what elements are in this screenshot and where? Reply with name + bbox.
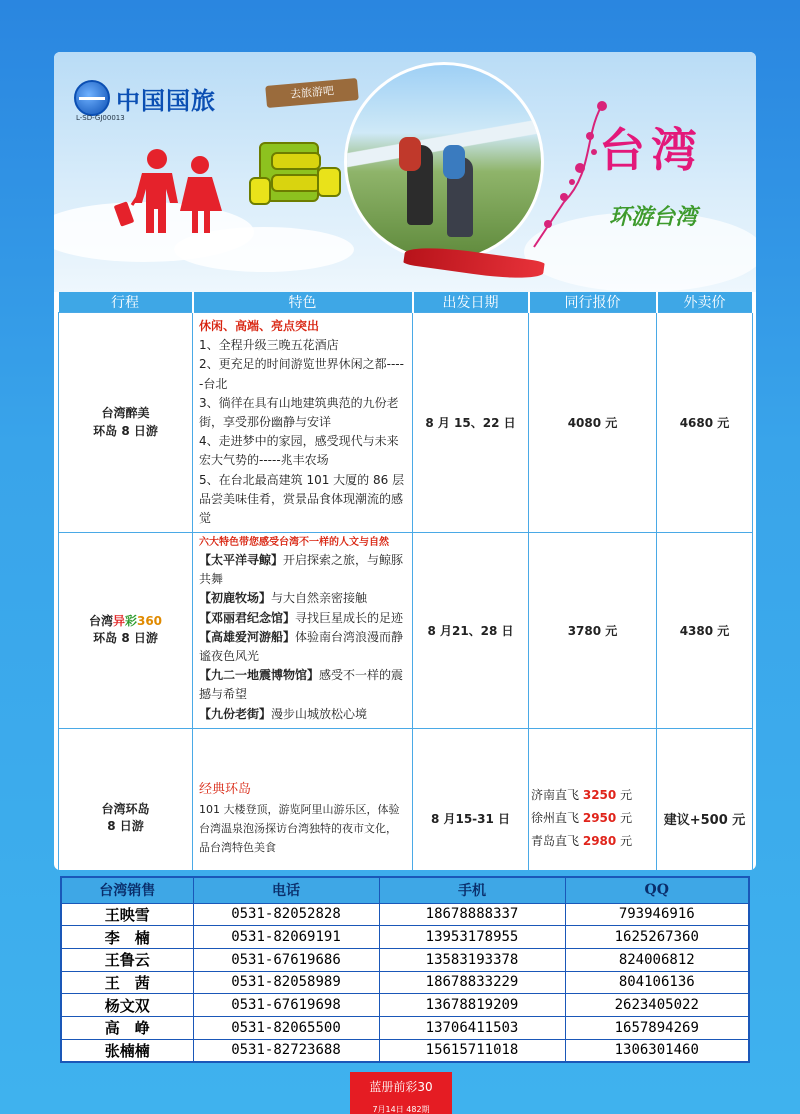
contact-qq: 1657894269 xyxy=(565,1016,749,1039)
contact-mobile: 18678888337 xyxy=(379,903,565,926)
contact-phone: 0531-82052828 xyxy=(193,903,379,926)
contact-mobile: 15615711018 xyxy=(379,1039,565,1062)
contact-phone: 0531-67619686 xyxy=(193,948,379,971)
route-name: 台湾环岛 8 日游 xyxy=(59,728,193,870)
contact-mobile: 13706411503 xyxy=(379,1016,565,1039)
contact-qq: 1625267360 xyxy=(565,926,749,949)
feature-item: 5、在台北最高建筑 101 大厦的 86 层品尝美味佳肴，赏景品食体现潮流的感觉 xyxy=(199,472,405,525)
route-name: 台湾异彩360 环岛 8 日游 xyxy=(59,533,193,729)
cits-logo xyxy=(74,80,216,116)
contacts-header-row xyxy=(61,877,749,903)
itinerary-row xyxy=(59,533,753,729)
contact-row xyxy=(61,1039,749,1062)
departure-date: 8 月21、28 日 xyxy=(413,533,529,729)
departure-date: 8 月15-31 日 xyxy=(413,728,529,870)
feature-item: 4、走进梦中的家园，感受现代与未来宏大气势的-----兆丰农场 xyxy=(199,434,399,468)
itinerary-table xyxy=(58,292,754,870)
feature-title: 经典环岛 xyxy=(199,782,252,798)
contact-name: 李 楠 xyxy=(61,926,193,949)
retail-price: 4680 元 xyxy=(657,313,753,533)
feature-text: 101 大楼登顶，游览阿里山游乐区，体验台湾温泉泡汤探访台湾独特的夜市文化，品台湾特色美食 xyxy=(199,803,400,854)
contact-qq: 2623405022 xyxy=(565,994,749,1017)
contact-phone: 0531-82723688 xyxy=(193,1039,379,1062)
retail-price: 建议+500 元 xyxy=(657,728,753,870)
col-header-route: 行程 xyxy=(59,292,193,313)
route-name: 台湾醉美 环岛 8 日游 xyxy=(59,313,193,533)
retail-price: 4380 元 xyxy=(657,533,753,729)
col-header-qq: QQ xyxy=(565,877,749,903)
contact-phone: 0531-82065500 xyxy=(193,1016,379,1039)
contact-mobile: 13583193378 xyxy=(379,948,565,971)
destination-title: 台湾 xyxy=(599,123,703,177)
feature-item: 【九份老街】漫步山城放松心境 xyxy=(199,706,368,721)
contact-phone: 0531-67619698 xyxy=(193,994,379,1017)
contact-row xyxy=(61,926,749,949)
route-features xyxy=(193,728,413,870)
col-header-phone: 电话 xyxy=(193,877,379,903)
brochure-card xyxy=(54,52,756,870)
peer-price-item: 青岛直飞 2980 元 xyxy=(531,833,633,848)
travelers-icon xyxy=(112,147,232,237)
contact-name: 张楠楠 xyxy=(61,1039,193,1062)
contact-row xyxy=(61,1016,749,1039)
feature-item: 【邓丽君纪念馆】寻找巨星成长的足迹 xyxy=(199,610,404,625)
contact-row xyxy=(61,903,749,926)
peer-price-item: 徐州直飞 2950 元 xyxy=(531,810,633,825)
signpost-sign: 去旅游吧 xyxy=(265,78,359,108)
contact-qq: 824006812 xyxy=(565,948,749,971)
contact-qq: 1306301460 xyxy=(565,1039,749,1062)
contact-mobile: 13678819209 xyxy=(379,994,565,1017)
feature-item: 【太平洋寻鲸】开启探索之旅，与鲸豚共舞 xyxy=(199,553,404,587)
feature-item: 【九二一地震博物馆】感受不一样的震撼与希望 xyxy=(199,668,404,702)
luggage-icon xyxy=(249,122,339,207)
peer-price: 4080 元 xyxy=(529,313,657,533)
col-header-peer-price: 同行报价 xyxy=(529,292,657,313)
contact-qq: 793946916 xyxy=(565,903,749,926)
contact-name: 王映雪 xyxy=(61,903,193,926)
contact-name: 杨文双 xyxy=(61,994,193,1017)
page-label: 蓝册前彩30 xyxy=(369,1080,433,1094)
peer-price-list xyxy=(529,728,657,870)
page-footer xyxy=(350,1072,452,1114)
contact-mobile: 18678833229 xyxy=(379,971,565,994)
col-header-features: 特色 xyxy=(193,292,413,313)
col-header-sales: 台湾销售 xyxy=(61,877,193,903)
peer-price: 3780 元 xyxy=(529,533,657,729)
departure-date: 8 月 15、22 日 xyxy=(413,313,529,533)
route-features xyxy=(193,313,413,533)
contact-mobile: 13953178955 xyxy=(379,926,565,949)
col-header-mobile: 手机 xyxy=(379,877,565,903)
logo-text: 中国国旅 xyxy=(116,85,216,115)
col-header-date: 出发日期 xyxy=(413,292,529,313)
contact-qq: 804106136 xyxy=(565,971,749,994)
license-number: L-SD-GJ00013 xyxy=(76,114,125,122)
itinerary-row xyxy=(59,313,753,533)
contact-name: 王鲁云 xyxy=(61,948,193,971)
feature-item: 3、徜徉在具有山地建筑典范的九份老街，享受那份幽静与安详 xyxy=(199,395,399,429)
feature-item: 1、全程升级三晚五花酒店 xyxy=(199,338,339,353)
feature-title: 休闲、高端、亮点突出 xyxy=(199,319,320,333)
contact-row xyxy=(61,948,749,971)
contact-name: 高 峥 xyxy=(61,1016,193,1039)
destination-subtitle: 环游台湾 xyxy=(609,204,698,230)
feature-item: 【初鹿牧场】与大自然亲密接触 xyxy=(199,591,368,606)
itinerary-row xyxy=(59,728,753,870)
feature-item: 【高雄爱河游船】体验南台湾浪漫而静谧夜色风光 xyxy=(199,629,404,663)
contact-name: 王 茜 xyxy=(61,971,193,994)
itinerary-header-row xyxy=(59,292,753,313)
header-banner xyxy=(54,52,756,292)
feature-item: 2、更充足的时间游览世界休闲之都-----台北 xyxy=(199,357,404,391)
route-features xyxy=(193,533,413,729)
peer-price-item: 济南直飞 3250 元 xyxy=(531,788,633,803)
contact-row xyxy=(61,971,749,994)
col-header-retail-price: 外卖价 xyxy=(657,292,753,313)
issue-label: 7月14日 482期 xyxy=(372,1105,430,1114)
contact-phone: 0531-82058989 xyxy=(193,971,379,994)
hikers-photo xyxy=(344,62,544,262)
feature-title: 六大特色带您感受台湾不一样的人文与自然 xyxy=(199,537,389,549)
sales-contacts-table xyxy=(60,876,750,1063)
contact-phone: 0531-82069191 xyxy=(193,926,379,949)
contact-row xyxy=(61,994,749,1017)
globe-icon xyxy=(74,80,110,116)
